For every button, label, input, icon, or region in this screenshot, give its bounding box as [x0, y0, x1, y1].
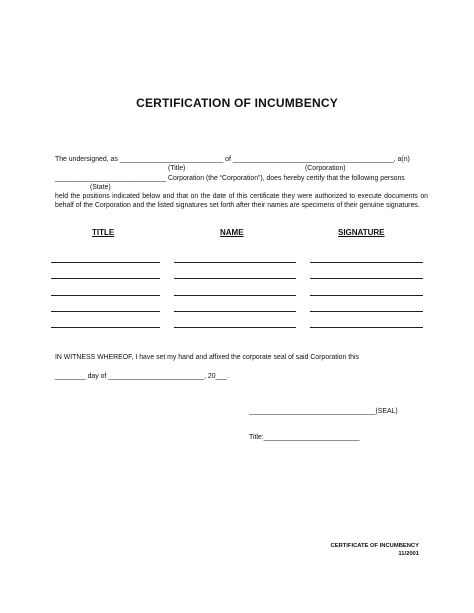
- footer-title: CERTIFICATE OF INCUMBENCY: [330, 543, 419, 549]
- blank-title-line: [51, 327, 160, 328]
- blank-title-line: [51, 278, 160, 279]
- blank-signature-line: [310, 262, 423, 263]
- signer-title-line: Title:_________________________: [249, 434, 360, 441]
- blank-title-line: [51, 311, 160, 312]
- blank-signature-line: [310, 311, 423, 312]
- column-header-signature: SIGNATURE: [338, 228, 385, 237]
- column-header-name: NAME: [220, 228, 244, 237]
- blank-name-line: [174, 262, 296, 263]
- blank-name-line: [174, 278, 296, 279]
- blank-name-line: [174, 327, 296, 328]
- body-paragraph: held the positions indicated below and that on the date of this certificate they were authorized to execute documents on behalf of the Corporation and the listed signatures set forth after their names are specimens of their genuine signatures.: [55, 193, 428, 209]
- corporation-caption: (Corporation): [305, 165, 346, 172]
- blank-signature-line: [310, 278, 423, 279]
- blank-name-line: [174, 311, 296, 312]
- footer-code: 11/2001: [398, 551, 419, 557]
- blank-title-line: [51, 262, 160, 263]
- blank-signature-line: [310, 327, 423, 328]
- witness-statement: IN WITNESS WHEREOF, I have set my hand and affixed the corporate seal of said Corporation this: [55, 354, 359, 361]
- intro-line-1: The undersigned, as ___________________________ of __________________________________________, a(n): [55, 156, 410, 163]
- blank-name-line: [174, 295, 296, 296]
- column-header-title: TITLE: [92, 228, 115, 237]
- document-title: CERTIFICATION OF INCUMBENCY: [136, 96, 338, 110]
- blank-title-line: [51, 295, 160, 296]
- intro-line-2: _____________________________ Corporation (the “Corporation”), does hereby certify that the following persons: [55, 175, 405, 182]
- title-caption: (Title): [168, 165, 186, 172]
- seal-signature-line: _________________________________(SEAL): [249, 408, 398, 415]
- date-line: ________ day of _________________________, 20___.: [55, 373, 229, 380]
- blank-signature-line: [310, 295, 423, 296]
- state-caption: (State): [90, 184, 111, 191]
